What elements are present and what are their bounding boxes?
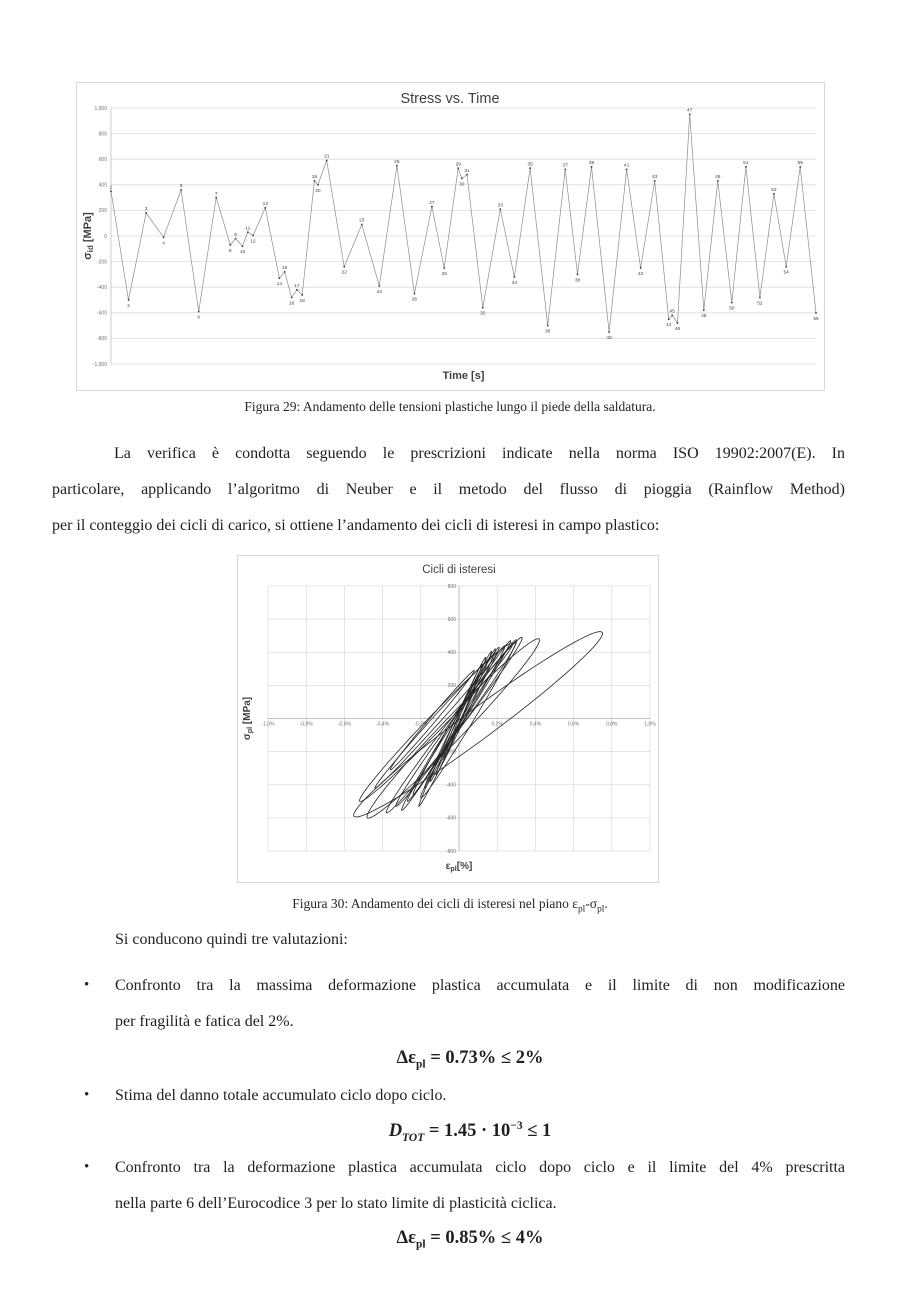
y-axis-title: σpl [MPa] [242, 696, 254, 741]
figure-30-caption-text: Figura 30: Andamento dei cicli di isteresi nel piano ε [292, 896, 578, 911]
formula-3-subscript: pl [416, 1238, 426, 1251]
chart-title: Cicli di isteresi [422, 564, 496, 576]
svg-text:-800: -800 [445, 848, 456, 855]
svg-text:50: 50 [729, 306, 735, 312]
svg-text:1,000: 1,000 [94, 105, 107, 112]
formula-delta-epsilon-limit-4 [40, 1228, 900, 1251]
svg-text:38: 38 [574, 278, 581, 284]
paragraph-line-1: La verifica è condotta seguendo le prescrizioni indicate nella norma ISO 19902:2007(E). In [114, 445, 845, 462]
svg-text:4: 4 [162, 241, 165, 247]
svg-text:-0,8%: -0,8% [299, 721, 313, 728]
figure-30-caption-period: . [604, 896, 608, 911]
svg-text:5: 5 [179, 184, 183, 190]
svg-text:18: 18 [299, 298, 305, 304]
svg-text:-0,4%: -0,4% [376, 721, 390, 728]
svg-text:17: 17 [294, 283, 300, 289]
svg-text:12: 12 [250, 239, 256, 245]
bullet-1-line-1: Confronto tra la massima deformazione plastica accumulata e il limite di non modificazione [115, 977, 845, 994]
svg-text:21: 21 [324, 154, 330, 160]
point-labels [110, 108, 819, 341]
formula-2-subscript: TOT [402, 1131, 425, 1144]
figure-30-caption-sub-sigma: pl [597, 904, 605, 915]
svg-text:-600: -600 [445, 815, 456, 822]
svg-text:54: 54 [783, 270, 789, 276]
svg-text:8: 8 [228, 248, 232, 254]
svg-text:-600: -600 [96, 310, 107, 317]
bullet-marker-3: • [84, 1159, 90, 1175]
svg-text:0: 0 [453, 716, 456, 723]
formula-2-symbol: D [388, 1121, 403, 1142]
svg-text:0,8%: 0,8% [606, 721, 618, 728]
bullet-3-line-2: nella parte 6 dell’Eurocodice 3 per lo stato limite di plasticità ciclica. [115, 1195, 557, 1212]
bullet-2-line-1: Stima del danno totale accumulato ciclo dopo ciclo. [115, 1087, 447, 1104]
figure-29-caption [30, 399, 870, 415]
x-axis-title: Time [s] [442, 370, 485, 382]
svg-text:24: 24 [376, 289, 382, 295]
svg-text:0: 0 [104, 233, 107, 240]
intro-line: Si conducono quindi tre valutazioni: [115, 931, 348, 948]
bullet-3-line-1: Confronto tra la deformazione plastica accumulata ciclo dopo ciclo e il limite del 4% prescritta [115, 1159, 845, 1176]
svg-text:25: 25 [394, 159, 400, 165]
formula-3-symbol: Δε [396, 1228, 417, 1248]
svg-text:-200: -200 [96, 259, 107, 266]
svg-text:35: 35 [527, 162, 533, 168]
svg-text:33: 33 [497, 203, 504, 209]
svg-text:-200: -200 [445, 749, 456, 756]
svg-text:600: 600 [98, 157, 107, 163]
stress-time-chart-svg [77, 83, 824, 390]
hysteresis-chart-svg [238, 556, 658, 882]
figure-30-caption-sub-epsilon: pl [577, 904, 586, 915]
svg-text:0,2%: 0,2% [491, 721, 503, 728]
svg-text:15: 15 [281, 266, 288, 272]
formula-total-damage [40, 1120, 900, 1144]
formula-2-exponent: −3 [510, 1120, 523, 1132]
svg-text:34: 34 [511, 280, 518, 286]
svg-text:56: 56 [813, 316, 819, 322]
gridlines [93, 106, 816, 368]
svg-text:22: 22 [341, 270, 347, 276]
chart-title: Stress vs. Time [400, 91, 500, 107]
svg-text:19: 19 [311, 175, 318, 181]
svg-text:53: 53 [771, 187, 777, 193]
formula-2-limit: ≤ 1 [522, 1121, 552, 1142]
bullet-1-line-2: per fragilità e fatica del 2%. [115, 1013, 294, 1030]
svg-text:43: 43 [651, 175, 658, 181]
svg-text:2: 2 [127, 304, 130, 309]
svg-text:9: 9 [234, 232, 237, 238]
svg-text:1,0%: 1,0% [644, 721, 656, 728]
figure-30-hysteresis-chart [237, 555, 659, 883]
svg-text:6: 6 [197, 315, 201, 321]
formula-1-value: = 0.73% ≤ 2% [425, 1048, 544, 1068]
point-markers [110, 114, 817, 333]
svg-text:45: 45 [669, 309, 675, 315]
svg-text:0,4%: 0,4% [529, 721, 542, 728]
svg-text:26: 26 [411, 297, 418, 303]
svg-text:-0,2%: -0,2% [414, 721, 428, 728]
stress-series-line [111, 114, 816, 332]
svg-text:44: 44 [666, 323, 672, 329]
svg-text:31: 31 [464, 168, 470, 174]
figure-29-stress-time-chart [76, 82, 825, 391]
figure-29-caption-text: Figura 29: Andamento delle tensioni plastiche lungo il piede della saldatura. [244, 399, 656, 414]
formula-1-subscript: pl [416, 1058, 426, 1071]
svg-text:23: 23 [359, 218, 365, 224]
formula-delta-epsilon-limit-2 [40, 1048, 900, 1071]
x-axis-title: εpl[%] [445, 861, 473, 873]
svg-text:800: 800 [98, 131, 107, 138]
svg-text:11: 11 [245, 226, 251, 232]
svg-text:0,6%: 0,6% [567, 721, 580, 728]
svg-text:30: 30 [459, 182, 465, 188]
svg-text:-400: -400 [445, 782, 456, 789]
svg-text:-1,000: -1,000 [92, 361, 107, 368]
svg-text:49: 49 [715, 175, 721, 181]
paragraph-line-3: per il conteggio dei cicli di carico, si ottiene l’andamento dei cicli di isteresi in campo plastico: [52, 517, 660, 534]
svg-text:46: 46 [674, 327, 681, 333]
svg-text:-0,6%: -0,6% [337, 721, 351, 728]
hysteresis-loops [354, 632, 603, 819]
svg-text:200: 200 [447, 683, 456, 690]
formula-1-symbol: Δε [396, 1048, 417, 1068]
svg-text:7: 7 [214, 191, 218, 197]
svg-text:13: 13 [262, 202, 269, 208]
svg-text:1: 1 [109, 185, 113, 191]
svg-text:-400: -400 [96, 285, 107, 291]
figure-30-caption-mid: -σ [585, 896, 598, 911]
svg-text:29: 29 [455, 162, 461, 168]
svg-text:400: 400 [447, 650, 456, 657]
svg-text:400: 400 [98, 182, 107, 189]
svg-text:36: 36 [545, 329, 551, 335]
svg-text:20: 20 [315, 188, 321, 194]
svg-text:600: 600 [447, 616, 456, 623]
svg-text:40: 40 [606, 336, 612, 341]
svg-text:28: 28 [441, 272, 447, 277]
svg-text:16: 16 [288, 301, 295, 307]
svg-text:200: 200 [98, 208, 107, 215]
svg-text:3: 3 [144, 207, 148, 213]
formula-3-value: = 0.85% ≤ 4% [425, 1228, 544, 1248]
svg-text:39: 39 [588, 161, 595, 167]
svg-text:37: 37 [562, 163, 568, 169]
svg-text:47: 47 [687, 108, 693, 114]
svg-text:32: 32 [480, 311, 486, 317]
bullet-marker-1: • [84, 977, 90, 993]
svg-text:55: 55 [797, 161, 803, 167]
formula-2-value: = 1.45 · 10 [424, 1121, 511, 1142]
svg-text:27: 27 [429, 200, 435, 206]
bullet-marker-2: • [84, 1087, 90, 1103]
svg-text:800: 800 [447, 583, 456, 590]
figure-30-caption [30, 896, 870, 915]
svg-text:-1,0%: -1,0% [261, 721, 275, 728]
y-axis-title: σid [MPa] [82, 212, 95, 260]
svg-text:-800: -800 [96, 336, 107, 343]
paragraph-line-2: particolare, applicando l’algoritmo di Neuber e il metodo del flusso di pioggia (Rainflow Method) [52, 481, 845, 498]
svg-text:10: 10 [239, 250, 246, 256]
svg-text:48: 48 [701, 314, 707, 320]
svg-text:51: 51 [743, 161, 749, 167]
svg-text:41: 41 [623, 163, 630, 169]
svg-text:52: 52 [757, 301, 763, 307]
svg-text:14: 14 [276, 282, 283, 288]
svg-text:42: 42 [637, 272, 644, 277]
